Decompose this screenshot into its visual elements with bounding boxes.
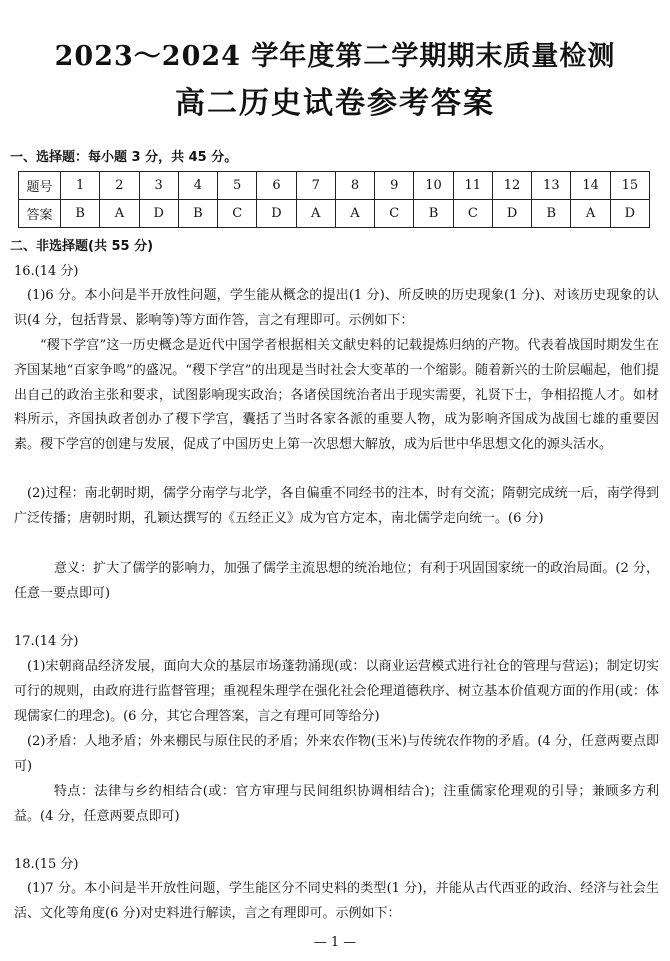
question-17-label: 17.(14 分) xyxy=(14,634,79,649)
table-cell-answer: C xyxy=(453,200,492,228)
table-cell-number: 14 xyxy=(571,172,610,200)
table-cell-number: 2 xyxy=(100,172,139,200)
table-cell-number: 5 xyxy=(218,172,257,200)
table-cell-answer: D xyxy=(139,200,178,228)
table-cell-answer: A xyxy=(100,200,139,228)
table-cell-answer: A xyxy=(571,200,610,228)
row-label-answers: 答案 xyxy=(19,200,61,228)
table-cell-number: 7 xyxy=(296,172,335,200)
table-cell-answer: D xyxy=(492,200,531,228)
question-18-label: 18.(15 分) xyxy=(14,857,79,872)
question-17-part2-contradictions: (2)矛盾：人地矛盾；外来棚民与原住民的矛盾；外来农作物(玉米)与传统农作物的矛盾。(4 分，任意两要点即可) xyxy=(14,734,659,774)
document-title: 2023～2024 学年度第二学期期末质量检测 xyxy=(54,41,616,72)
table-cell-answer: B xyxy=(414,200,453,228)
table-cell-number: 3 xyxy=(139,172,178,200)
question-17-part2-features: 特点：法律与乡约相结合(或：官方审理与民间组织协调相结合)；注重儒家伦理观的引导；兼顾多方利益。(4 分，任意两要点即可) xyxy=(14,784,659,824)
table-row-answers xyxy=(19,200,650,228)
table-cell-number: 11 xyxy=(453,172,492,200)
table-cell-number: 8 xyxy=(335,172,374,200)
document-subtitle: 高二历史试卷参考答案 xyxy=(175,86,495,121)
table-cell-number: 12 xyxy=(492,172,531,200)
question-17-part1: (1)宋朝商品经济发展，面向大众的基层市场蓬勃涌现(或：以商业运营模式进行社仓的管理与营运)；制定切实可行的规则，由政府进行监督管理；重视程朱理学在强化社会伦理道德秩序、树立基本价值观方面的作用(或：体现儒家仁的理念)。(6 分，其它合理答案，言之有理可同等给分) xyxy=(14,659,659,724)
table-cell-answer: B xyxy=(532,200,571,228)
table-cell-answer: B xyxy=(178,200,217,228)
table-cell-number: 9 xyxy=(375,172,414,200)
table-cell-number: 15 xyxy=(610,172,649,200)
question-16-label: 16.(14 分) xyxy=(14,264,79,279)
table-cell-answer: B xyxy=(61,200,100,228)
table-cell-answer: A xyxy=(335,200,374,228)
row-label-numbers: 题号 xyxy=(19,172,61,200)
table-cell-answer: C xyxy=(218,200,257,228)
table-cell-answer: D xyxy=(257,200,296,228)
question-16-part2-significance: 意义：扩大了儒学的影响力，加强了儒学主流思想的统治地位；有利于巩固国家统一的政治局面。(2 分，任意一要点即可) xyxy=(14,561,659,601)
table-cell-number: 10 xyxy=(414,172,453,200)
table-cell-number: 4 xyxy=(178,172,217,200)
table-cell-number: 1 xyxy=(61,172,100,200)
table-cell-answer: A xyxy=(296,200,335,228)
question-16-part1-example: “稷下学宫”这一历史概念是近代中国学者根据相关文献史料的记载提炼归纳的产物。代表着战国时期发生在齐国某地“百家争鸣”的盛况。“稷下学宫”的出现是当时社会大变革的一个缩影。随着新兴的士阶层崛起，他们提出自己的政治主张和要求，试图影响现实政治；各诸侯国统治者出于现实需要，礼贤下士，争相招揽人才。如材料所示，齐国执政者创办了稷下学宫，囊括了当时各家各派的重要人物，成为影响齐国成为战国七雄的重要因素。稷下学宫的创建与发展，促成了中国历史上第一次思想大解放，成为后世中华思想文化的源头活水。 xyxy=(14,338,659,453)
table-cell-number: 6 xyxy=(257,172,296,200)
table-cell-answer: D xyxy=(610,200,649,228)
question-16-part2-process: (2)过程：南北朝时期，儒学分南学与北学，各自偏重不同经书的注本，时有交流；隋朝完成统一后，南学得到广泛传播；唐朝时期，孔颖达撰写的《五经正义》成为官方定本，南北儒学走向统一。(6 分) xyxy=(14,486,659,526)
answer-table xyxy=(18,171,650,228)
table-cell-number: 13 xyxy=(532,172,571,200)
table-cell-answer: C xyxy=(375,200,414,228)
section1-heading: 一、选择题：每小题 3 分，共 45 分。 xyxy=(10,150,238,165)
question-16-part1-intro: (1)6 分。本小问是半开放性问题，学生能从概念的提出(1 分)、所反映的历史现象(1 分)、对该历史现象的认识(4 分，包括背景、影响等)等方面作答，言之有理即可。示例如下： xyxy=(14,288,659,328)
question-18-part1-intro: (1)7 分。本小问是半开放性问题，学生能区分不同史料的类型(1 分)，并能从古代西亚的政治、经济与社会生活、文化等角度(6 分)对史料进行解读，言之有理即可。示例如下： xyxy=(14,881,659,921)
page-number: — 1 — xyxy=(313,935,357,950)
table-row-numbers xyxy=(19,172,650,200)
section2-heading: 二、非选择题(共 55 分) xyxy=(10,239,154,254)
